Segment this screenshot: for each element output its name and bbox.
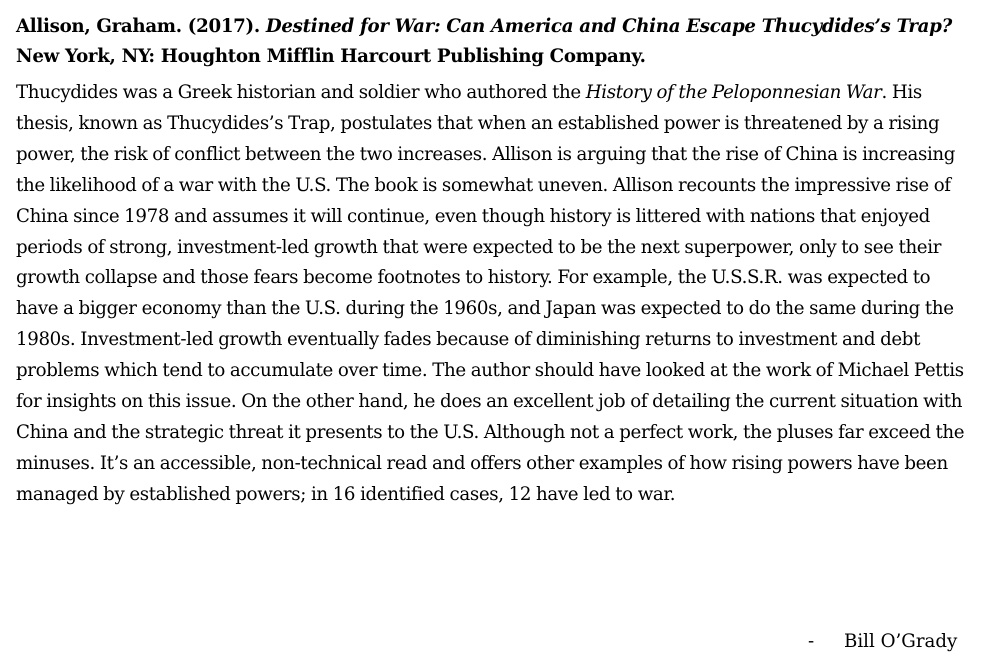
citation-publisher: New York, NY: Houghton Mifflin Harcourt Publishing Company. <box>16 46 646 67</box>
citation-author-year: Allison, Graham. (2017). <box>16 16 260 37</box>
signature-dash: - <box>808 631 815 652</box>
review-text-intro: Thucydides was a Greek historian and soldier who authored the <box>16 82 586 103</box>
citation <box>16 12 972 72</box>
citation-book-title: Destined for War: Can America and China Escape Thucydides’s Trap? <box>265 16 952 37</box>
review-text-main: . His thesis, known as Thucydides’s Trap, postulates that when an established power is threatened by a rising power, the risk of conflict between the two increases. Allison is arguing that the rise of China is increasing the likelihood of a war with the U.S. The book is somewhat uneven. Allison recounts the impressive rise of China since 1978 and assumes it will continue, even though history is littered with nations that enjoyed periods of strong, investment-led growth that were expected to be the next superpower, only to see their growth collapse and those fears become footnotes to history. For example, the U.S.S.R. was expected to have a bigger economy than the U.S. during the 1960s, and Japan was expected to do the same during the 1980s. Investment-led growth eventually fades because of diminishing returns to investment and debt problems which tend to accumulate over time. The author should have looked at the work of Michael Pettis for insights on this issue. On the other hand, he does an excellent job of detailing the current situation with China and the strategic threat it presents to the U.S. Although not a perfect work, the pluses far exceed the minuses. It’s an accessible, non-technical read and offers other examples of how rising powers have been managed by established powers; in 16 identified cases, 12 have led to war. <box>16 82 965 505</box>
signature <box>808 628 957 656</box>
document-body <box>16 12 972 511</box>
signature-name: Bill O’Grady <box>844 631 958 652</box>
review-italic-title: History of the Peloponnesian War <box>585 82 882 103</box>
review-paragraph <box>16 78 972 511</box>
